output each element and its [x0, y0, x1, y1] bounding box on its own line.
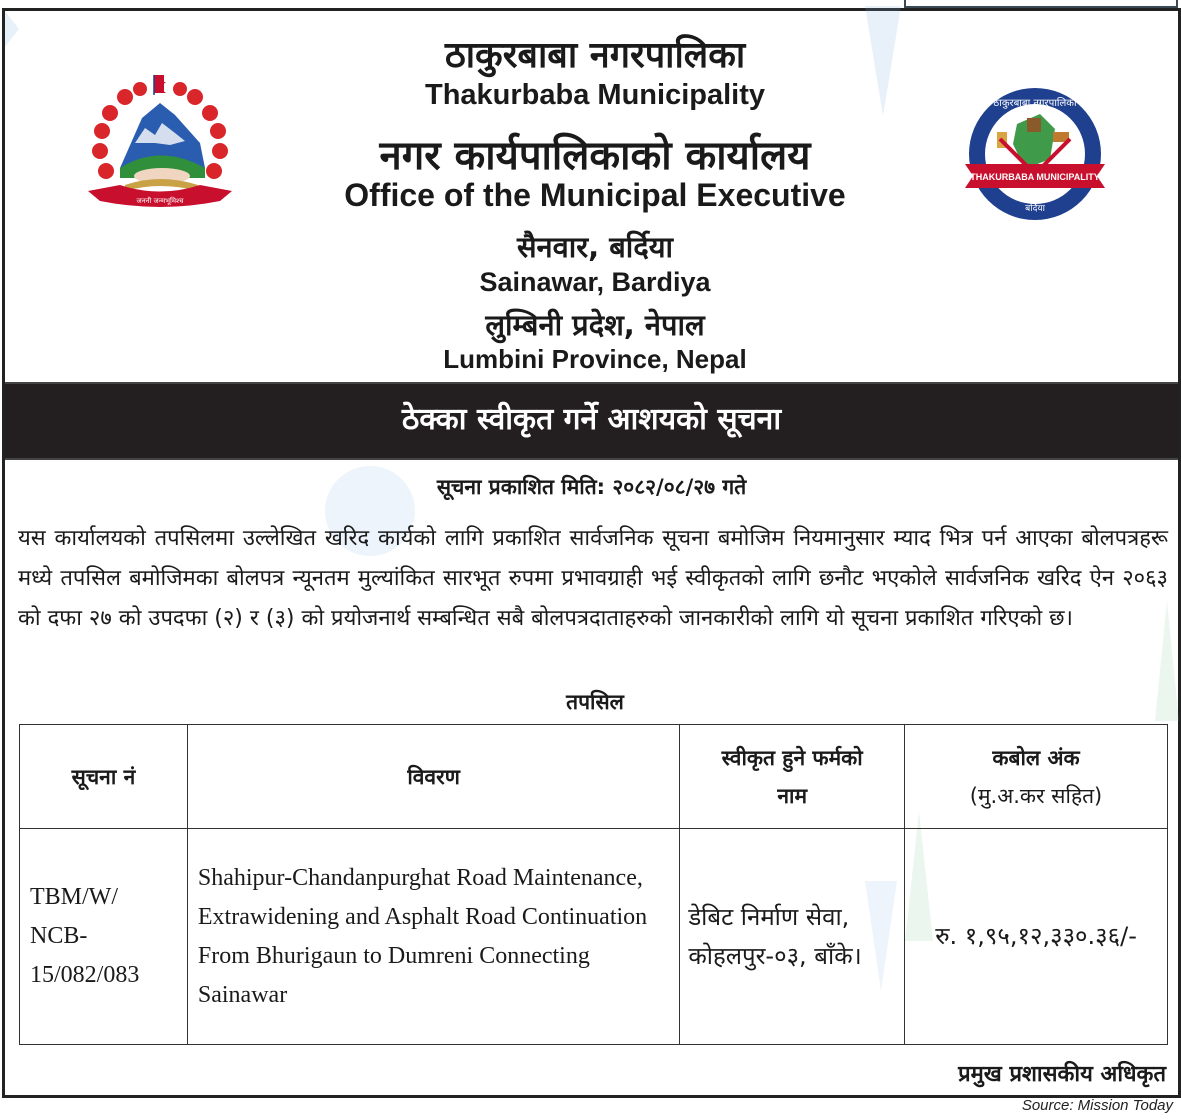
nepal-emblem-logo [80, 73, 240, 218]
province-np: लुम्बिनी प्रदेश, नेपाल [485, 308, 705, 342]
header-bid-amount [905, 725, 1168, 829]
signatory-title: प्रमुख प्रशासकीय अधिकृत [958, 1062, 1166, 1087]
header-amount-line1: कबोल अंक [992, 745, 1080, 770]
notice-no-line: 15/082/083 [30, 962, 140, 988]
office-name-np: नगर कार्यपालिकाको कार्यालय [379, 133, 811, 179]
svg-text:ठाकुरबाबा नगरपालिका: ठाकुरबाबा नगरपालिका [993, 98, 1077, 109]
notice-frame [2, 8, 1181, 1098]
published-date: सूचना प्रकाशित मिति: २०८२/०८/२७ गते [436, 475, 747, 499]
header-firm-line2: नाम [777, 783, 807, 808]
seal-ribbon-text: THAKURBABA MUNICIPALITY [970, 172, 1100, 182]
schedule-heading: तपसिल [566, 690, 624, 714]
schedule-table [19, 724, 1168, 1045]
cell-bid-amount: रु. १,९५,१२,३३०.३६/- [905, 829, 1168, 1045]
header-notice-no: सूचना नं [20, 725, 188, 829]
municipality-seal-logo [955, 84, 1115, 224]
firm-line: कोहलपुर-०३, बाँके। [688, 941, 862, 970]
municipality-name-en: Thakurbaba Municipality [425, 79, 765, 111]
svg-text:जननी जन्मभूमिश्च: जननी जन्मभूमिश्च [136, 197, 184, 205]
notice-body: यस कार्यालयको तपसिलमा उल्लेखित खरिद कार्यको लागि प्रकाशित सार्वजनिक सूचना बमोजिम नियमानुसार म्याद भित्र पर्न आएका बोलपत्रहरू मध्ये तपसिल बमोजिमका बोलपत्र न्यूनतम मुल्यांकित सारभूत रुपमा प्रभावग्राही भई स्वीकृतको लागि छनौट भएकोले सार्वजनिक खरिद ऐन २०६३ को दफा २७ को उपदफा (२) र (३) को प्रयोजनार्थ सम्बन्धित सबै बोलपत्रदाताहरुको जानकारीको लागि यो सूचना प्रकाशित गरिएको छ। [18, 526, 1168, 631]
header-firm-name [680, 725, 905, 829]
cell-firm-name [680, 829, 905, 1045]
header-amount-line2: (मु.अ.कर सहित) [969, 783, 1103, 808]
office-name-en: Office of the Municipal Executive [344, 177, 846, 213]
top-right-box [904, 0, 1178, 8]
svg-text:बर्दिया: बर्दिया [1025, 204, 1045, 214]
cell-description: Shahipur-Chandanpurghat Road Maintenance, Extrawidening and Asphalt Road Continuation From Bhurigaun to Dumreni Connecting Sainawar [187, 829, 679, 1045]
province-en: Lumbini Province, Nepal [443, 344, 747, 374]
table-row [20, 829, 1168, 1045]
table-header-row [20, 725, 1168, 829]
header-description: विवरण [187, 725, 679, 829]
notice-no-line: TBM/W/ [30, 884, 118, 910]
location-en: Sainawar, Bardiya [479, 267, 711, 297]
firm-line: डेबिट निर्माण सेवा, [688, 902, 850, 931]
cell-notice-no [20, 829, 188, 1045]
notice-no-line: NCB- [30, 923, 88, 949]
letterhead [5, 11, 1178, 382]
source-credit: Source: Mission Today [1021, 1097, 1173, 1114]
location-np: सैनवार, बर्दिया [516, 230, 674, 264]
municipality-name-np: ठाकुरबाबा नगरपालिका [444, 35, 746, 76]
seal-icon [955, 84, 1115, 224]
notice-title-bar [5, 382, 1178, 460]
emblem-icon [80, 73, 240, 218]
notice-title: ठेक्का स्वीकृत गर्ने आशयको सूचना [401, 402, 782, 437]
header-firm-line1: स्वीकृत हुने फर्मको [721, 745, 863, 770]
